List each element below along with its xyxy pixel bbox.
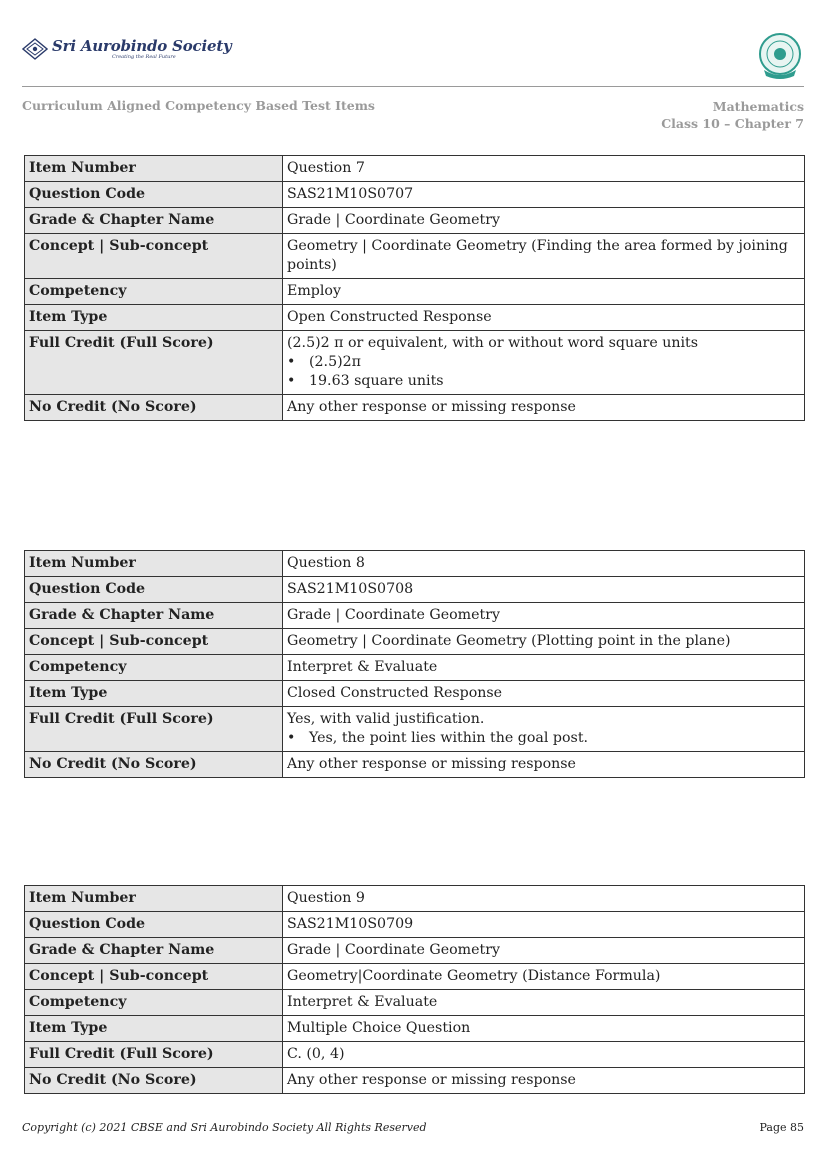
table-row — [25, 305, 805, 331]
row-value: Any other response or missing response — [283, 752, 805, 778]
table-row — [25, 234, 805, 279]
row-label: Question Code — [25, 912, 283, 938]
table-row — [25, 182, 805, 208]
row-value: SAS21M10S0708 — [283, 577, 805, 603]
list-item: • (2.5)2π — [287, 353, 800, 372]
row-label: Item Type — [25, 1016, 283, 1042]
table-row — [25, 603, 805, 629]
table-row — [25, 331, 805, 395]
org-name: Sri Aurobindo Society — [52, 37, 232, 55]
document-title: Curriculum Aligned Competency Based Test Items — [22, 98, 375, 113]
table-row — [25, 990, 805, 1016]
row-value: Any other response or missing response — [283, 1068, 805, 1094]
row-value: Grade | Coordinate Geometry — [283, 938, 805, 964]
row-label: Grade & Chapter Name — [25, 603, 283, 629]
row-value: Employ — [283, 279, 805, 305]
row-value: Geometry | Coordinate Geometry (Plotting point in the plane) — [283, 629, 805, 655]
row-value: Question 7 — [283, 156, 805, 182]
row-value-full-credit — [283, 331, 805, 395]
row-label: Concept | Sub-concept — [25, 964, 283, 990]
row-value: Question 8 — [283, 551, 805, 577]
table-row — [25, 577, 805, 603]
page-number: Page 85 — [759, 1121, 804, 1134]
row-label: Item Number — [25, 156, 283, 182]
row-value: Open Constructed Response — [283, 305, 805, 331]
row-label: No Credit (No Score) — [25, 1068, 283, 1094]
page-header — [22, 30, 804, 86]
sri-aurobindo-society-logo — [22, 38, 232, 60]
row-value: C. (0, 4) — [283, 1042, 805, 1068]
table-row — [25, 1042, 805, 1068]
row-value: Grade | Coordinate Geometry — [283, 208, 805, 234]
table-row — [25, 912, 805, 938]
item-table-question-9 — [24, 885, 805, 1094]
row-label: Question Code — [25, 182, 283, 208]
table-row — [25, 279, 805, 305]
row-label: Grade & Chapter Name — [25, 938, 283, 964]
row-label: Item Number — [25, 551, 283, 577]
table-row — [25, 551, 805, 577]
row-label: Item Type — [25, 681, 283, 707]
cbse-seal — [758, 32, 802, 84]
list-item: • 19.63 square units — [287, 372, 800, 391]
subject-info — [661, 98, 804, 132]
table-row — [25, 681, 805, 707]
row-value: Geometry|Coordinate Geometry (Distance Formula) — [283, 964, 805, 990]
list-item: • Yes, the point lies within the goal post. — [287, 729, 800, 748]
row-value: Closed Constructed Response — [283, 681, 805, 707]
table-row — [25, 752, 805, 778]
table-row — [25, 655, 805, 681]
table-row — [25, 629, 805, 655]
item-table-question-7 — [24, 155, 805, 421]
row-value: Question 9 — [283, 886, 805, 912]
row-label: Question Code — [25, 577, 283, 603]
row-value: Interpret & Evaluate — [283, 990, 805, 1016]
copyright-notice: Copyright (c) 2021 CBSE and Sri Aurobindo Society All Rights Reserved — [22, 1121, 427, 1134]
table-row — [25, 156, 805, 182]
row-label: Item Type — [25, 305, 283, 331]
row-label: Full Credit (Full Score) — [25, 707, 283, 752]
full-credit-text: (2.5)2 π or equivalent, with or without word square units — [287, 335, 699, 351]
row-label: Competency — [25, 279, 283, 305]
item-table-question-8 — [24, 550, 805, 778]
table-row — [25, 1016, 805, 1042]
row-label: Concept | Sub-concept — [25, 234, 283, 279]
row-value: Geometry | Coordinate Geometry (Finding the area formed by joining points) — [283, 234, 805, 279]
table-row — [25, 707, 805, 752]
row-value: SAS21M10S0709 — [283, 912, 805, 938]
row-value: Grade | Coordinate Geometry — [283, 603, 805, 629]
row-value-full-credit — [283, 707, 805, 752]
table-row — [25, 1068, 805, 1094]
society-emblem-icon — [22, 38, 48, 60]
table-row — [25, 208, 805, 234]
table-row — [25, 938, 805, 964]
row-label: Competency — [25, 655, 283, 681]
row-label: Grade & Chapter Name — [25, 208, 283, 234]
row-label: No Credit (No Score) — [25, 395, 283, 421]
row-label: Full Credit (Full Score) — [25, 331, 283, 395]
row-value: Interpret & Evaluate — [283, 655, 805, 681]
cbse-seal-icon — [758, 32, 802, 80]
row-value: Any other response or missing response — [283, 395, 805, 421]
org-tagline: Creating the Real Future — [112, 54, 176, 60]
row-label: Full Credit (Full Score) — [25, 1042, 283, 1068]
row-value: SAS21M10S0707 — [283, 182, 805, 208]
row-label: Item Number — [25, 886, 283, 912]
row-label: No Credit (No Score) — [25, 752, 283, 778]
table-row — [25, 964, 805, 990]
class-chapter: Class 10 – Chapter 7 — [661, 116, 804, 131]
row-label: Concept | Sub-concept — [25, 629, 283, 655]
row-label: Competency — [25, 990, 283, 1016]
row-value: Multiple Choice Question — [283, 1016, 805, 1042]
full-credit-text: Yes, with valid justification. — [287, 711, 485, 727]
subject: Mathematics — [712, 99, 804, 114]
header-divider — [22, 86, 804, 87]
table-row — [25, 886, 805, 912]
table-row — [25, 395, 805, 421]
